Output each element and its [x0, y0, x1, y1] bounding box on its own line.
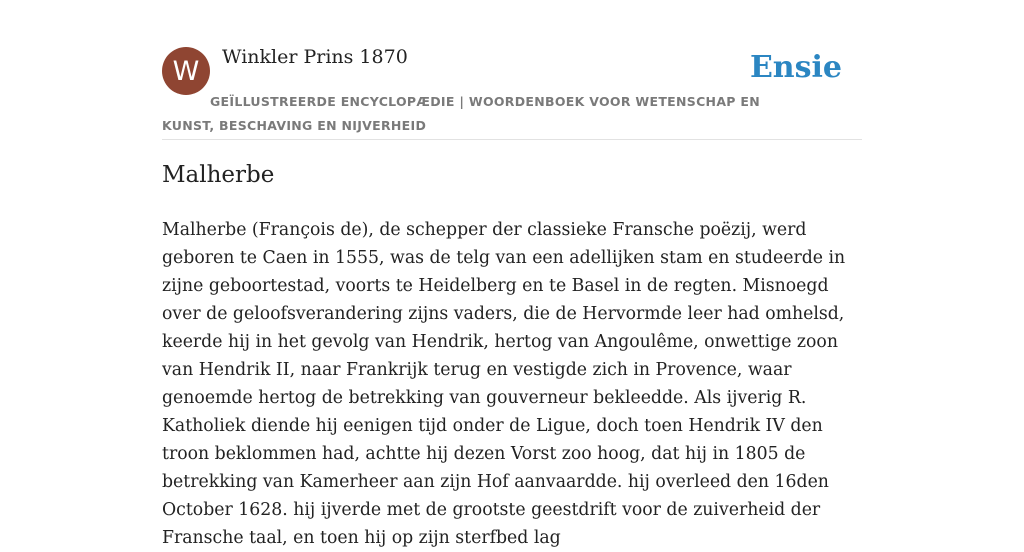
avatar-letter: W — [172, 55, 200, 87]
article-title: Malherbe — [162, 162, 275, 188]
source-subtitle: GEÏLLUSTREERDE ENCYCLOPÆDIE | WOORDENBOEK VOOR WETENSCHAP EN KUNST, BESCHAVING EN NIJVERHEID — [162, 94, 760, 133]
article-body: Malherbe (François de), de schepper der classieke Fransche poëzij, werd geboren te Caen in 1555, was de telg van een adellijken stam en studeerde in zijne geboortestad, voorts te Heidelberg en te Basel in de regten. Misnoegd over de geloofsverandering zijns vaders, die de Hervormde leer had omhelsd, keerde hij in het gevolg van Hendrik, hertog van Angoulême, onwettige zoon van Hendrik II, naar Frankrijk terug en vestigde zich in Provence, waar genoemde hertog de betrekking van gouverneur bekleedde. Als ijverig R. Katholiek diende hij eenigen tijd onder de Ligue, doch toen Hendrik IV den troon beklommen had, achtte hij dezen Vorst zoo hoog, dat hij in 1805 de betrekking van Kamerheer aan zijn Hof aanvaardde. hij overleed den 16den October 1628. hij ijverde met de grootste geestdrift voor de zuiverheid der Fransche taal, en toen hij op zijn sterfbed lag — [162, 220, 846, 548]
source-avatar[interactable] — [162, 47, 210, 95]
source-title[interactable]: Winkler Prins 1870 — [222, 46, 408, 68]
brand-logo[interactable]: Ensie — [749, 50, 842, 85]
header-divider — [162, 139, 862, 140]
